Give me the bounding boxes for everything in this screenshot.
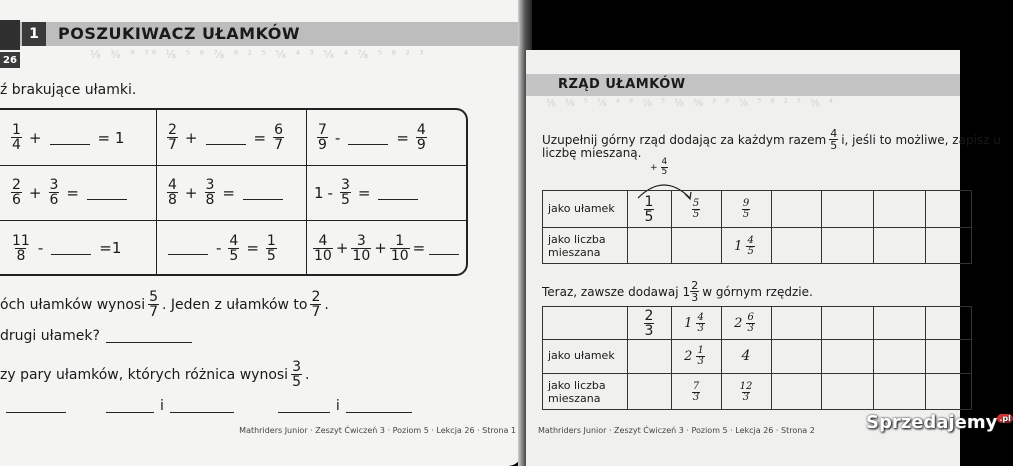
equation-r2c3: 1 - $\frac{3}{5}$ = (306, 165, 466, 220)
exercise-instruction: ź brakujące ułamki. (0, 82, 137, 98)
answer-blank[interactable] (51, 241, 91, 255)
table-cell[interactable]: 4 (741, 348, 751, 364)
chapter-icon (0, 20, 20, 50)
row-label: jako ułamek (548, 202, 615, 216)
equation-r1c3: $\frac{7}{9}$ - = $\frac{4}{9}$ (318, 122, 426, 153)
answer-blank[interactable] (106, 329, 192, 343)
answer-blank[interactable] (278, 399, 330, 413)
exercise-instruction-1b: liczbę mieszaną. (542, 146, 642, 160)
row-label: jako ułamek (548, 349, 615, 363)
table-cell[interactable]: $\frac{5}{5}$ (692, 197, 700, 220)
answer-blank[interactable] (346, 399, 412, 413)
answer-blank[interactable] (348, 131, 388, 145)
table-cell[interactable]: $\frac{9}{5}$ (742, 197, 750, 220)
answer-blank[interactable] (429, 241, 459, 255)
table-cell[interactable]: 2 $\frac{1}{3}$ (684, 344, 704, 367)
answer-blank[interactable] (168, 241, 208, 255)
fraction-exercise-table (0, 108, 468, 276)
page-footer: Mathriders Junior · Zeszyt Ćwiczeń 3 · Poziom 5 · Lekcja 26 · Strona 1 (239, 426, 516, 435)
answer-blank[interactable] (206, 131, 246, 145)
table-cell[interactable]: 2 $\frac{6}{3}$ (734, 311, 754, 334)
page-number: 26 (0, 52, 20, 68)
row-label: jako liczba mieszana (548, 378, 606, 405)
table-cell[interactable]: $\frac{7}{3}$ (692, 380, 700, 403)
word-problem-line-3: zy pary ułamków, których różnica wynosi $\frac{3}{5}$ . (0, 359, 310, 390)
answer-blank[interactable] (87, 186, 127, 200)
table-cell[interactable]: 1 $\frac{4}{5}$ (734, 234, 754, 257)
table-cell[interactable]: $\frac{12}{3}$ (739, 380, 753, 403)
answer-blank[interactable] (243, 186, 283, 200)
equation-r2c1: $\frac{2}{6}$ + $\frac{3}{6}$ = (0, 165, 156, 220)
word-problem-line-1: óch ułamków wynosi $\frac{5}{7}$ . Jeden z ułamków to $\frac{2}{7}$ . (0, 289, 329, 320)
word-problem-line-2: drugi ułamek? (0, 328, 192, 344)
lesson-number: 1 (22, 22, 46, 46)
word-problem-answer-line: i i (0, 398, 412, 414)
page-title: POSZUKIWACZ UŁAMKÓW (58, 24, 301, 43)
table-cell: $\frac{1}{5}$ (644, 193, 654, 225)
answer-blank[interactable] (106, 399, 154, 413)
exercise-instruction-2: Teraz, zawsze dodawaj 1 $\frac{2}{3}$ w górnym rzędzie. (542, 279, 813, 304)
answer-blank[interactable] (378, 186, 418, 200)
exercise-instruction-1: Uzupełnij górny rząd dodając za każdym razem $\frac{4}{5}$ i, jeśli to możliwe, zapisz u (542, 127, 1001, 152)
math-watermark-decoration: ⅛ ⅜ ⁵ ⅞ ⁴ ⁸ ⅞ ⁵ ⅛ ⅝ ³ ⁸ ⅞ ⁵ ⁸ ² ⁵ ⅝ ⁴ (546, 98, 836, 109)
page-footer: Mathriders Junior · Zeszyt Ćwiczeń 3 · Poziom 5 · Lekcja 26 · Strona 2 (538, 426, 815, 435)
sequence-table-2 (542, 306, 972, 410)
equation-r1c1: $\frac{1}{4}$ + = 1 (12, 122, 125, 153)
answer-blank[interactable] (50, 131, 90, 145)
answer-blank[interactable] (170, 399, 234, 413)
math-watermark-decoration: ⅛ ⅜ ⁹ ⁷⁹ ⅛ ⁵ ⁸ ⅞ ⁸ ² ⁵ ⅝ ⁴ ³ ⅝ ⁴ ⅞ ⁵ ⁸ ² ³ (90, 48, 427, 61)
answer-blank[interactable] (6, 399, 66, 413)
section-title: RZĄD UŁAMKÓW (558, 77, 686, 92)
equation-r2c2: $\frac{4}{8}$ + $\frac{3}{8}$ = (156, 165, 306, 220)
brand-watermark: Sprzedajemy $^{.pl}$ (866, 412, 1011, 433)
table-cell: $\frac{2}{3}$ (644, 307, 654, 339)
equation-r3c2: - $\frac{4}{5}$ = $\frac{1}{5}$ (156, 220, 306, 276)
sequence-table-1 (542, 190, 972, 264)
equation-r3c3: $\frac{4}{10}$ + $\frac{3}{10}$ + $\frac{1}{10}$ = (306, 220, 466, 276)
equation-r3c1: $\frac{11}{8}$ - =1 (12, 232, 122, 264)
row-label: jako liczba mieszana (548, 232, 606, 259)
equation-r1c2: $\frac{2}{7}$ + = $\frac{6}{7}$ (168, 122, 283, 153)
right-page (526, 50, 1011, 466)
table-cell[interactable]: 1 $\frac{4}{3}$ (684, 311, 704, 334)
arrow-increment-label: + $\frac{4}{5}$ (650, 157, 668, 177)
